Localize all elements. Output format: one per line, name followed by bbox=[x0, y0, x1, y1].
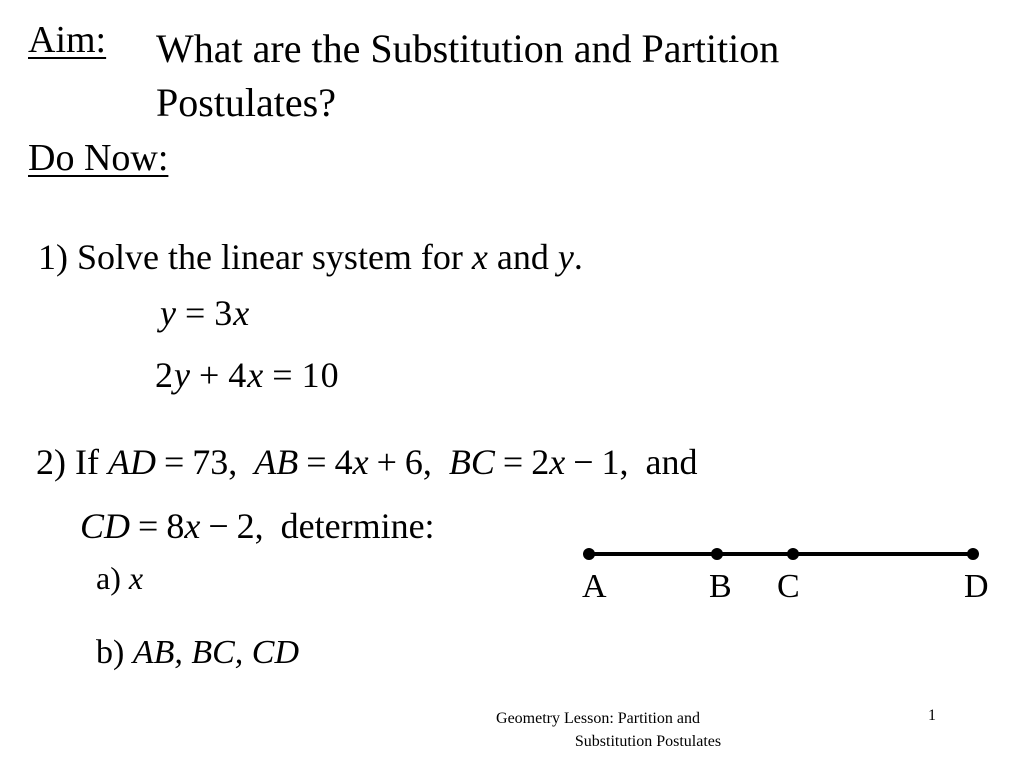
eq2-b: 4 bbox=[228, 355, 248, 395]
point-a-label: A bbox=[582, 568, 607, 605]
q1-var-y: y bbox=[557, 237, 574, 277]
q2-cd-const: 2, bbox=[236, 506, 264, 546]
q2-determine: determine: bbox=[280, 506, 435, 546]
aim-text: What are the Substitution and Partition Postulates? bbox=[156, 26, 780, 125]
q2-bc-minus: − bbox=[573, 442, 594, 482]
q2-ab-const: 6, bbox=[404, 442, 432, 482]
eq2-plus: + bbox=[198, 355, 221, 395]
q2-prefix: 2) If bbox=[36, 442, 108, 482]
point-d-dot bbox=[967, 548, 979, 560]
q2-cd-minus: − bbox=[208, 506, 229, 546]
footer-title bbox=[398, 707, 798, 753]
q1-period: . bbox=[573, 237, 583, 277]
eq2-a: 2 bbox=[155, 355, 174, 395]
eq2-vb: x bbox=[247, 355, 265, 395]
q2-cd-seg: CD bbox=[80, 506, 131, 546]
q1-var-x: x bbox=[471, 237, 488, 277]
point-c-dot bbox=[787, 548, 799, 560]
q1-and: and bbox=[487, 237, 558, 277]
q1-prefix: 1) Solve the linear system for bbox=[38, 237, 472, 277]
footer-line-1: Geometry Lesson: Partition and bbox=[496, 710, 700, 727]
eq1-op: = bbox=[184, 293, 207, 333]
q2-ab-op: = bbox=[306, 442, 327, 482]
eq2-va: y bbox=[174, 355, 191, 395]
equation-1 bbox=[160, 292, 250, 334]
part-b-label: b) bbox=[96, 634, 125, 671]
q2-bc-seg: BC bbox=[448, 442, 495, 482]
eq1-lhs: y bbox=[160, 293, 177, 333]
q2-and: and bbox=[645, 442, 698, 482]
q2-ab-plus: + bbox=[376, 442, 397, 482]
q2-ab-coef: 4 bbox=[334, 442, 353, 482]
point-d-label: D bbox=[964, 568, 989, 605]
q2-cd-op: = bbox=[138, 506, 159, 546]
do-now-label: Do Now: bbox=[28, 137, 169, 179]
point-b-dot bbox=[711, 548, 723, 560]
part-a bbox=[96, 560, 143, 597]
question-2-continued bbox=[80, 505, 435, 547]
q2-ad-val: 73, bbox=[192, 442, 238, 482]
footer-line-2: Substitution Postulates bbox=[574, 733, 722, 750]
part-b bbox=[96, 634, 299, 672]
part-b-segs: AB, BC, CD bbox=[132, 634, 300, 671]
point-a-dot bbox=[583, 548, 595, 560]
q2-ad-seg: AD bbox=[107, 442, 156, 482]
question-2 bbox=[36, 441, 697, 483]
point-b-label: B bbox=[709, 568, 732, 605]
part-a-label: a) bbox=[96, 560, 121, 596]
q2-bc-coef: 2 bbox=[531, 442, 550, 482]
segment-diagram bbox=[576, 540, 996, 570]
point-c-label: C bbox=[777, 568, 800, 605]
eq1-var: x bbox=[233, 293, 251, 333]
page-number: 1 bbox=[928, 707, 936, 724]
q2-ab-seg: AB bbox=[254, 442, 299, 482]
eq2-eq: = bbox=[272, 355, 294, 395]
eq1-coef: 3 bbox=[214, 293, 234, 333]
equation-2 bbox=[155, 354, 340, 396]
q2-cd-var: x bbox=[184, 506, 201, 546]
question-1 bbox=[38, 236, 583, 278]
q2-cd-coef: 8 bbox=[166, 506, 185, 546]
q2-bc-var: x bbox=[549, 442, 566, 482]
eq2-c: 10 bbox=[301, 355, 340, 395]
aim-label: Aim: bbox=[28, 19, 107, 61]
q2-ad-op: = bbox=[163, 442, 185, 482]
part-a-var: x bbox=[128, 560, 144, 596]
q2-bc-const: 1, bbox=[601, 442, 629, 482]
q2-ab-var: x bbox=[352, 442, 369, 482]
q2-bc-op: = bbox=[502, 442, 524, 482]
